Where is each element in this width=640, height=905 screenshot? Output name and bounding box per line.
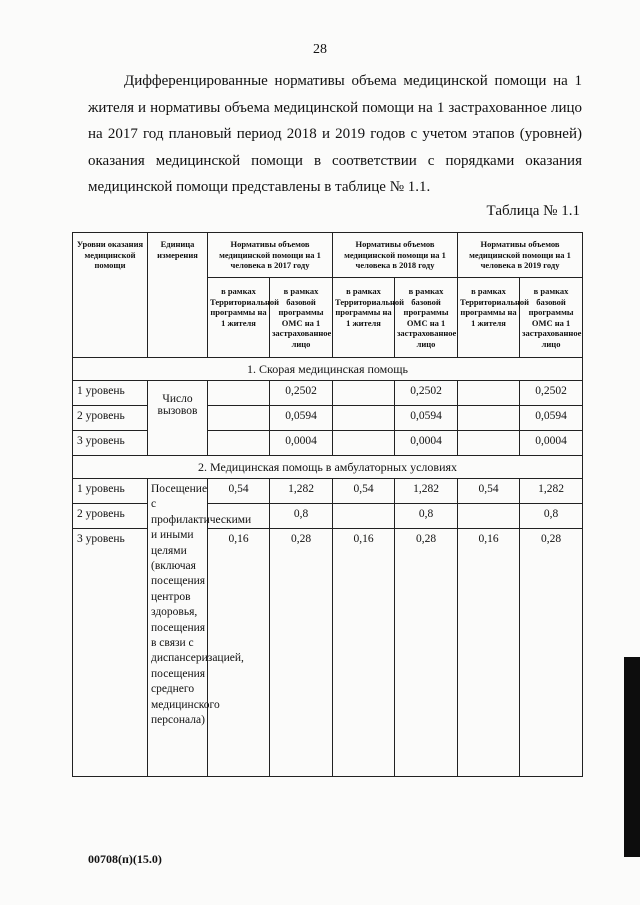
header-year-2018: Нормативы объемов медицинской помощи на 1 человека в 2018 году: [333, 233, 458, 278]
row-level: 2 уровень: [73, 504, 148, 529]
header-year-2017: Нормативы объемов медицинской помощи на 1 человека в 2017 году: [208, 233, 333, 278]
unit-calls: Число вызовов: [148, 381, 208, 456]
cell-value: 0,0004: [395, 431, 458, 456]
cell-value: 0,28: [520, 529, 583, 777]
cell-value: 0,0004: [520, 431, 583, 456]
row-level: 1 уровень: [73, 479, 148, 504]
subheader-2017-territorial: в рамках Территориальной программы на 1 жителя: [208, 278, 270, 358]
cell-value: 0,28: [395, 529, 458, 777]
cell-value: 0,28: [270, 529, 333, 777]
row-level: 3 уровень: [73, 431, 148, 456]
cell-value: [458, 406, 520, 431]
row-level: 2 уровень: [73, 406, 148, 431]
cell-value: [208, 381, 270, 406]
cell-value: 1,282: [270, 479, 333, 504]
subheader-2017-oms: в рамках базовой программы ОМС на 1 застрахованное лицо: [270, 278, 333, 358]
section-title-outpatient: 2. Медицинская помощь в амбулаторных условиях: [73, 456, 583, 479]
row-level: 1 уровень: [73, 381, 148, 406]
cell-value: 0,54: [333, 479, 395, 504]
cell-value: 0,54: [458, 479, 520, 504]
subheader-2019-oms: в рамках базовой программы ОМС на 1 застрахованное лицо: [520, 278, 583, 358]
section-title-ambulance: 1. Скорая медицинская помощь: [73, 358, 583, 381]
cell-value: [333, 381, 395, 406]
table-caption: Таблица № 1.1: [486, 203, 580, 219]
cell-value: [458, 504, 520, 529]
header-level: Уровни оказания медицинской помощи: [73, 233, 148, 358]
cell-value: 0,54: [208, 479, 270, 504]
document-code: 00708(п)(15.0): [88, 852, 162, 866]
table-row: [73, 479, 583, 504]
table-row: [73, 381, 583, 406]
cell-value: [208, 431, 270, 456]
cell-value: [333, 431, 395, 456]
cell-value: 0,0594: [395, 406, 458, 431]
cell-value: 0,2502: [270, 381, 333, 406]
cell-value: 1,282: [520, 479, 583, 504]
cell-value: 0,2502: [395, 381, 458, 406]
intro-paragraph: Дифференцированные нормативы объема медицинской помощи на 1 жителя и нормативы объема медицинской помощи на 1 застрахованное лицо на 2017 год плановый период 2018 и 2019 годов с учетом этапов (уровней) оказания медицинской помощи в соответствии с порядками оказания медицинской помощи представлены в таблице № 1.1.: [88, 73, 582, 195]
norms-table: [72, 232, 583, 777]
cell-value: [333, 504, 395, 529]
scan-edge-mark: [624, 657, 640, 857]
cell-value: 0,2502: [520, 381, 583, 406]
cell-value: 0,0594: [520, 406, 583, 431]
cell-value: [458, 431, 520, 456]
subheader-2018-oms: в рамках базовой программы ОМС на 1 застрахованное лицо: [395, 278, 458, 358]
cell-value: 0,8: [520, 504, 583, 529]
cell-value: [458, 381, 520, 406]
subheader-2019-territorial: в рамках Территориальной программы на 1 жителя: [458, 278, 520, 358]
cell-value: 0,16: [458, 529, 520, 777]
cell-value: 0,0594: [270, 406, 333, 431]
cell-value: [208, 406, 270, 431]
cell-value: 0,16: [208, 529, 270, 777]
subheader-2018-territorial: в рамках Территориальной программы на 1 жителя: [333, 278, 395, 358]
cell-value: 0,16: [333, 529, 395, 777]
row-level: 3 уровень: [73, 529, 148, 777]
header-unit: Единица измерения: [148, 233, 208, 358]
cell-value: 1,282: [395, 479, 458, 504]
page-number: 28: [313, 42, 327, 57]
unit-visits: Посещение с профилактическими и иными целями (включая посещения центров здоровья, посещения в связи с диспансеризацией, посещения среднего медицинского персонала): [148, 479, 208, 777]
cell-value: 0,0004: [270, 431, 333, 456]
cell-value: [333, 406, 395, 431]
cell-value: 0,8: [395, 504, 458, 529]
header-year-2019: Нормативы объемов медицинской помощи на 1 человека в 2019 году: [458, 233, 583, 278]
cell-value: 0,8: [270, 504, 333, 529]
